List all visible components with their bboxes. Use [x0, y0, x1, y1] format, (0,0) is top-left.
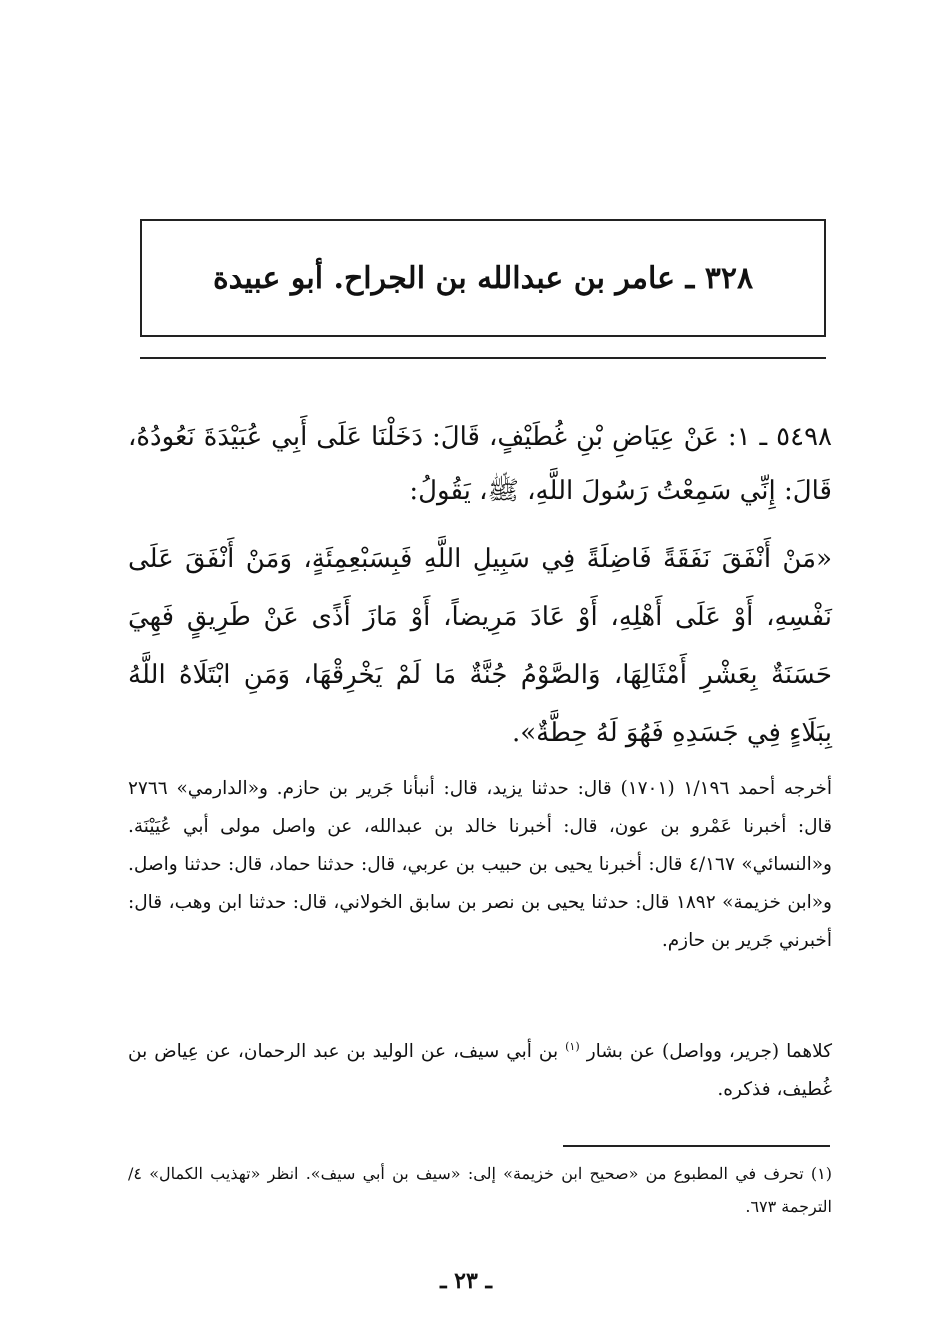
- footnote-marker: (١): [565, 1039, 580, 1053]
- footnote: (١) تحرف في المطبوع من «صحيح ابن خزيمة» إلى: «سيف بن أبي سيف». انظر «تهذيب الكمال» ٤/الترجمة ٦٧٣.: [128, 1164, 832, 1216]
- page-number: ـ ٢٣ ـ: [440, 1268, 492, 1294]
- hadith-text: «مَنْ أَنْفَقَ نَفَقَةً فَاضِلَةً فِي سَبِيلِ اللَّهِ فَبِسَبْعِمِئَةٍ، وَمَنْ أَنْفَقَ عَلَى نَفْسِهِ، أَوْ عَلَى أَهْلِهِ، أَوْ عَادَ مَرِيضاً، أَوْ مَازَ أَذًى عَنْ طَرِيقٍ فَهِيَ حَسَنَةٌ بِعَشْرِ أَمْثَالِهَا، وَالصَّوْمُ جُنَّةٌ مَا لَمْ يَخْرِقْهَا، وَمَنِ ابْتَلَاهُ اللَّهُ بِبَلَاءٍ فِي جَسَدِهِ فَهُوَ لَهُ حِطَّةٌ».: [128, 544, 832, 748]
- title-divider: [140, 357, 826, 359]
- chapter-title-box: [140, 219, 826, 337]
- chain-text-after: بن أبي سيف، عن الوليد بن عبد الرحمان، عن عِياض بن غُطيف، فذكره.: [128, 1041, 832, 1100]
- takhrij-paragraph: أخرجه أحمد ١/١٩٦ (١٧٠١) قال: حدثنا يزيد، قال: أنبأنا جَرير بن حازم. و«الدارمي» ٢٧٦٦ قال: أخبرنا عَمْرو بن عون، قال: أخبرنا خالد بن عبدالله، عن واصل مولى أبي عُيَيْنَة. و«النسائي» ٤/١٦٧ قال: أخبرنا يحيى بن حبيب بن عربي، قال: حدثنا حماد، قال: حدثنا واصل. و«ابن خزيمة» ١٨٩٢ قال: حدثنا يحيى بن نصر بن سابق الخولاني، قال: حدثنا ابن وهب، قال: أخبرني جَرير بن حازم.: [128, 778, 832, 951]
- chain-paragraph: [128, 1033, 832, 1109]
- hadith-intro: ٥٤٩٨ ـ ١: عَنْ عِيَاضِ بْنِ غُطَيْفٍ، قَالَ: دَخَلْنَا عَلَى أَبِي عُبَيْدَةَ نَعُودُهُ، قَالَ: إِنِّي سَمِعْتُ رَسُولَ اللَّهِ، ﷺ، يَقُولُ:: [128, 422, 832, 506]
- chain-text-before: كلاهما (جرير، وواصل) عن بشار: [586, 1041, 833, 1062]
- footnote-divider: [563, 1145, 830, 1147]
- chapter-title: ٣٢٨ ـ عامر بن عبدالله بن الجراح. أبو عبيدة: [212, 260, 754, 296]
